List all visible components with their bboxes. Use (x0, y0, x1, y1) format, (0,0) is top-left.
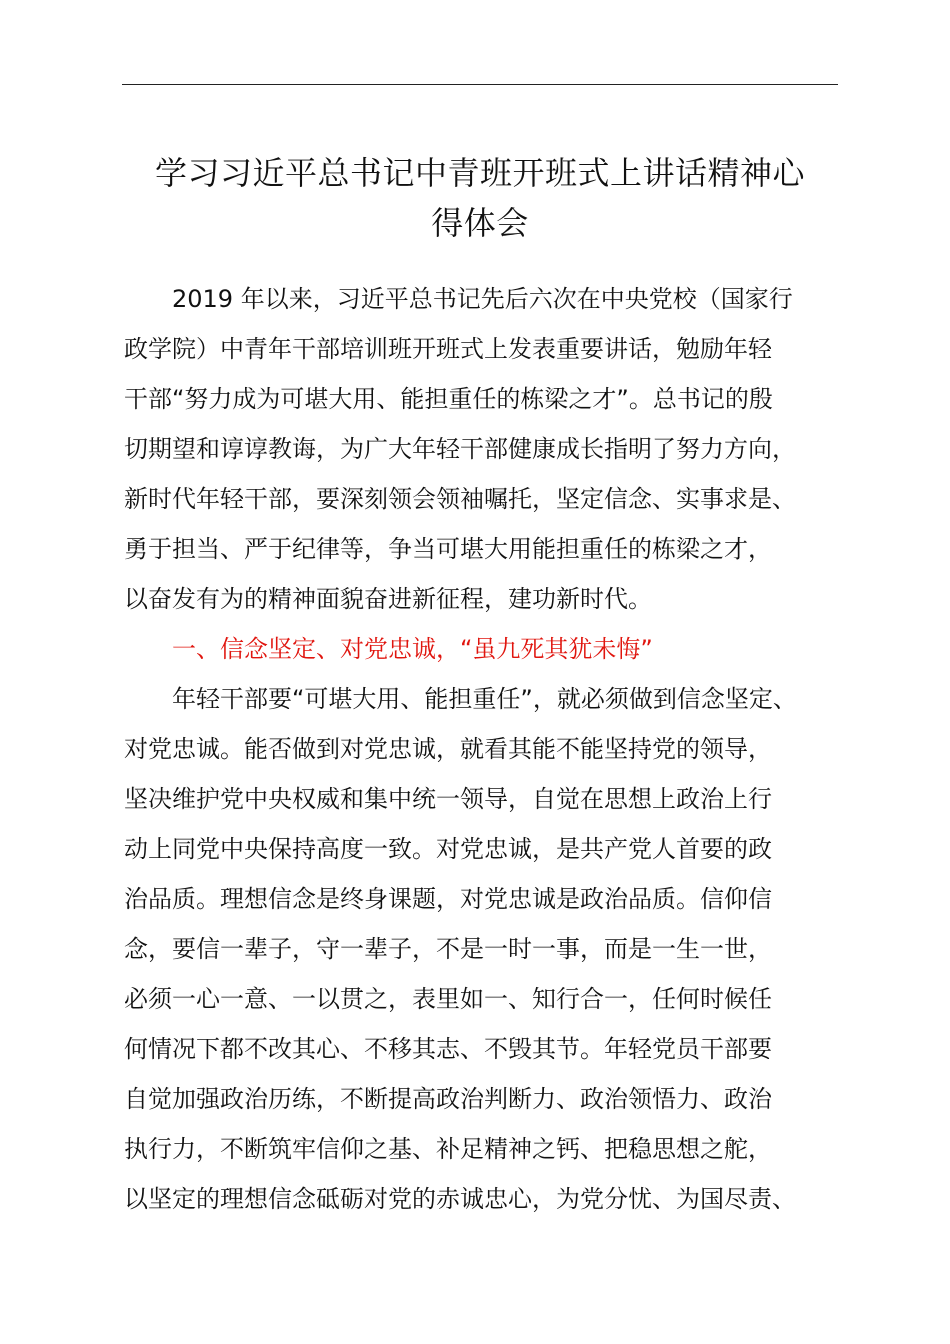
intro-paragraph-line: 切期望和谆谆教诲，为广大年轻干部健康成长指明了努力方向， (124, 435, 796, 463)
document-body (124, 279, 840, 1229)
section-paragraph-line: 动上同党中央保持高度一致。对党忠诚，是共产党人首要的政 (124, 835, 772, 863)
intro-paragraph-line: 政学院）中青年干部培训班开班式上发表重要讲话，勉励年轻 (124, 335, 772, 363)
section-paragraph-line: 坚决维护党中央权威和集中统一领导，自觉在思想上政治上行 (124, 785, 772, 813)
section-paragraph-line: 何情况下都不改其心、不移其志、不毁其节。年轻党员干部要 (124, 1035, 772, 1063)
section-paragraph-line: 自觉加强政治历练，不断提高政治判断力、政治领悟力、政治 (124, 1085, 772, 1113)
section-paragraph-line: 以坚定的理想信念砥砺对党的赤诚忠心，为党分忧、为国尽责、 (124, 1185, 796, 1213)
title-line: 得体会 (431, 204, 529, 242)
section-paragraph-line: 治品质。理想信念是终身课题，对党忠诚是政治品质。信仰信 (124, 885, 772, 913)
intro-paragraph-line: 以奋发有为的精神面貌奋进新征程，建功新时代。 (124, 585, 652, 613)
intro-paragraph-line: 干部“努力成为可堪大用、能担重任的栋梁之才”。总书记的殷 (124, 385, 773, 413)
section-paragraph-line: 对党忠诚。能否做到对党忠诚，就看其能不能坚持党的领导， (124, 735, 772, 763)
section-heading: 一、信念坚定、对党忠诚，“虽九死其犹未悔” (172, 635, 653, 663)
document-title (110, 148, 850, 248)
header-rule (122, 84, 838, 85)
section-paragraph-line: 念，要信一辈子，守一辈子，不是一时一事，而是一生一世， (124, 935, 772, 963)
intro-paragraph-line: 2019 年以来，习近平总书记先后六次在中央党校（国家行 (172, 285, 793, 313)
title-line: 学习习近平总书记中青班开班式上讲话精神心 (154, 154, 805, 192)
intro-paragraph-line: 新时代年轻干部，要深刻领会领袖嘱托，坚定信念、实事求是、 (124, 485, 796, 513)
section-paragraph-line: 必须一心一意、一以贯之，表里如一、知行合一，任何时候任 (124, 985, 772, 1013)
intro-paragraph-line: 勇于担当、严于纪律等，争当可堪大用能担重任的栋梁之才， (124, 535, 772, 563)
section-paragraph-line: 执行力，不断筑牢信仰之基、补足精神之钙、把稳思想之舵， (124, 1135, 772, 1163)
section-paragraph-line: 年轻干部要“可堪大用、能担重任”，就必须做到信念坚定、 (172, 685, 797, 713)
